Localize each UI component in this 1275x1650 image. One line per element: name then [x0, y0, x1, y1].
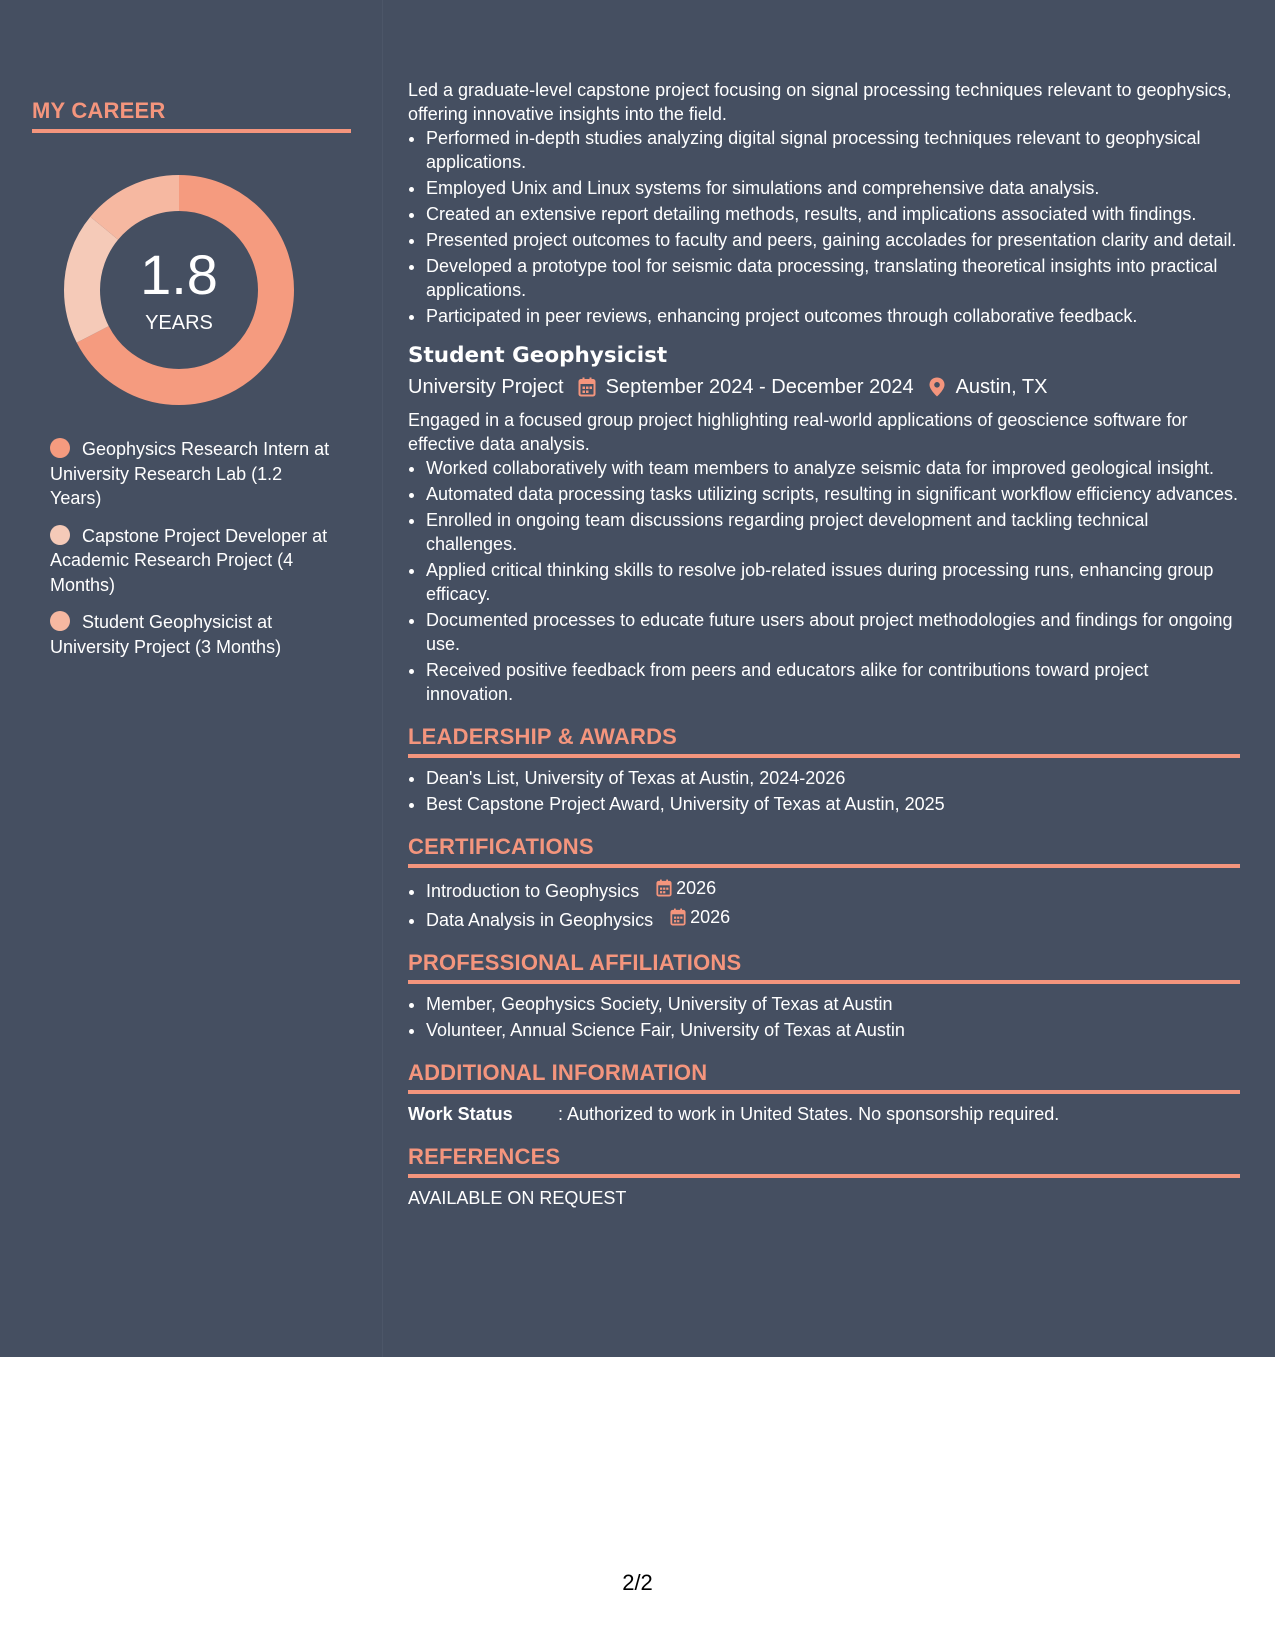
- section-heading: CERTIFICATIONS: [408, 834, 1240, 868]
- bullet-item: • Automated data processing tasks utilizing scripts, resulting in significant workflow efficiency advances.: [426, 482, 1240, 506]
- job-bullets: [426, 126, 1240, 328]
- affiliations-section: [408, 950, 1240, 1042]
- certification-name: Introduction to Geophysics: [426, 881, 640, 901]
- career-dot-icon: [50, 525, 70, 545]
- leadership-list: [426, 766, 1240, 816]
- work-status-row: [408, 1102, 1240, 1126]
- career-item: [50, 524, 335, 598]
- certification-item: [426, 876, 1240, 903]
- bullet-item: • Documented processes to educate future users about project methodologies and findings for ongoing use.: [426, 608, 1240, 656]
- job-summary: Engaged in a focused group project highlighting real-world applications of geoscience software for effective data analysis.: [408, 410, 1188, 454]
- certification-name: Data Analysis in Geophysics: [426, 910, 654, 930]
- award-item: • Best Capstone Project Award, University of Texas at Austin, 2025: [426, 792, 1240, 816]
- affiliations-list: [426, 992, 1240, 1042]
- career-item-text: Student Geophysicist at University Project (3 Months): [50, 612, 282, 657]
- section-heading: PROFESSIONAL AFFILIATIONS: [408, 950, 1240, 984]
- career-item: [50, 437, 335, 511]
- affiliation-item: • Member, Geophysics Society, University of Texas at Austin: [426, 992, 1240, 1016]
- leadership-section: [408, 724, 1240, 816]
- capstone-experience: [408, 78, 1240, 328]
- bullet-item: • Worked collaboratively with team members to analyze seismic data for improved geological insight.: [426, 456, 1240, 480]
- career-dot-icon: [50, 438, 70, 458]
- career-item-text: Geophysics Research Intern at University Research Lab (1.2 Years): [50, 439, 330, 508]
- affiliation-item: • Volunteer, Annual Science Fair, University of Texas at Austin: [426, 1018, 1240, 1042]
- additional-section: [408, 1060, 1240, 1126]
- main-content: [408, 78, 1240, 1210]
- job-location: Austin, TX: [955, 376, 1048, 398]
- job-dates: September 2024 - December 2024: [605, 376, 914, 398]
- bullet-item: • Created an extensive report detailing methods, results, and implications associated with findings.: [426, 202, 1240, 226]
- section-heading: ADDITIONAL INFORMATION: [408, 1060, 1240, 1094]
- bullet-item: • Presented project outcomes to faculty and peers, gaining accolades for presentation clarity and detail.: [426, 228, 1240, 252]
- certifications-list: [426, 876, 1240, 932]
- company-name: University Project: [408, 376, 564, 398]
- certification-date: [656, 876, 716, 900]
- career-item: [50, 610, 335, 659]
- page-number: 2/2: [622, 1570, 653, 1595]
- certifications-section: [408, 834, 1240, 932]
- sidebar: [0, 0, 383, 1357]
- references-section: [408, 1144, 1240, 1210]
- certification-year: 2026: [676, 878, 717, 898]
- bullet-item: • Received positive feedback from peers and educators alike for contributions toward project innovation.: [426, 658, 1240, 706]
- references-text: AVAILABLE ON REQUEST: [408, 1188, 627, 1208]
- section-heading: REFERENCES: [408, 1144, 1240, 1178]
- award-item: • Dean's List, University of Texas at Austin, 2024-2026: [426, 766, 1240, 790]
- bullet-item: • Applied critical thinking skills to resolve job-related issues during processing runs, enhancing group efficacy.: [426, 558, 1240, 606]
- certification-item: [426, 905, 1240, 932]
- map-pin-icon: [928, 377, 946, 397]
- calendar-icon: [656, 879, 672, 897]
- bullet-item: • Participated in peer reviews, enhancing project outcomes through collaborative feedback.: [426, 304, 1240, 328]
- job-title: Student Geophysicist: [408, 343, 668, 368]
- career-dot-icon: [50, 611, 70, 631]
- career-heading: MY CAREER: [32, 98, 351, 133]
- job-bullets: [426, 456, 1240, 706]
- student-experience: [408, 342, 1240, 706]
- certification-year: 2026: [690, 907, 731, 927]
- donut-unit: YEARS: [145, 312, 213, 334]
- calendar-icon: [670, 908, 686, 926]
- bullet-item: • Performed in-depth studies analyzing digital signal processing techniques relevant to geophysical applications.: [426, 126, 1240, 174]
- job-summary: Led a graduate-level capstone project focusing on signal processing techniques relevant to geophysics, offering innovative insights into the field.: [408, 80, 1232, 124]
- certification-date: [670, 905, 730, 929]
- bullet-item: • Employed Unix and Linux systems for simulations and comprehensive data analysis.: [426, 176, 1240, 200]
- bullet-item: • Developed a prototype tool for seismic data processing, translating theoretical insights into practical applications.: [426, 254, 1240, 302]
- career-donut-chart: [64, 175, 294, 405]
- job-meta: [408, 373, 1240, 401]
- career-item-text: Capstone Project Developer at Academic Research Project (4 Months): [50, 525, 328, 595]
- work-status-label: Work Status: [408, 1104, 513, 1124]
- donut-value: 1.8: [140, 243, 218, 306]
- section-heading: LEADERSHIP & AWARDS: [408, 724, 1240, 758]
- work-status-value: : Authorized to work in United States. No sponsorship required.: [558, 1104, 1060, 1124]
- bullet-item: • Enrolled in ongoing team discussions regarding project development and tackling technical challenges.: [426, 508, 1240, 556]
- calendar-icon: [578, 377, 596, 397]
- career-list: [50, 437, 335, 672]
